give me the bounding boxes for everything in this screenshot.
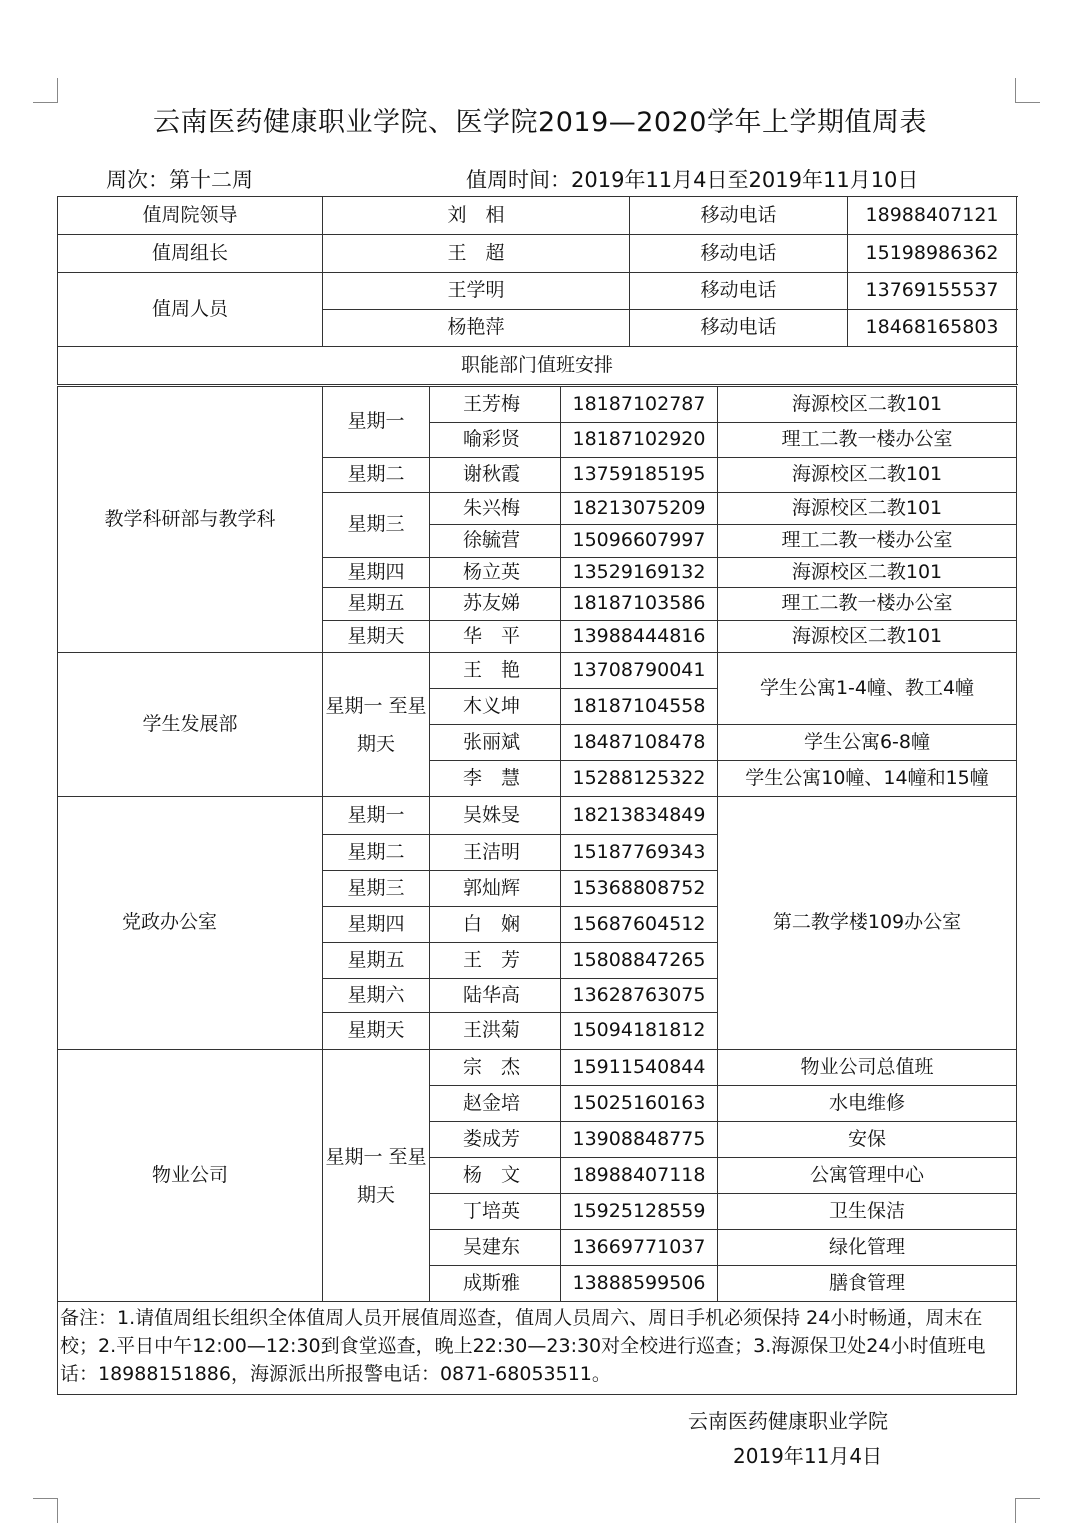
location-cell: 公寓管理中心 [718,1158,1017,1194]
location-cell: 海源校区二教101 [718,621,1017,653]
page-title: 云南医药健康职业学院、医学院2019—2020学年上学期值周表 [153,107,927,138]
day-cell: 星期五 [323,588,430,621]
phone-label-cell: 移动电话 [630,197,848,235]
location-cell: 安保 [718,1122,1017,1158]
location-cell: 海源校区二教101 [718,493,1017,525]
table-row [58,797,1017,835]
location-cell: 绿化管理 [718,1230,1017,1266]
phone-cell: 15368808752 [561,871,718,907]
table-row [58,1050,1017,1086]
name-cell: 刘 相 [323,197,630,235]
phone-label-cell: 移动电话 [630,273,848,310]
location-cell: 理工二教一楼办公室 [718,588,1017,621]
location-cell: 膳食管理 [718,1266,1017,1302]
name-cell: 王洪菊 [430,1013,561,1050]
name-cell: 王洁明 [430,835,561,871]
table-row [58,197,1017,235]
dept-name: 学生发展部 [58,653,323,797]
location-cell: 海源校区二教101 [718,558,1017,588]
day-cell: 星期天 [323,621,430,653]
name-cell: 杨艳萍 [323,310,630,347]
day-range-cell: 星期一 至星期天 [323,653,430,797]
day-cell: 星期一 [323,387,430,458]
phone-cell: 15094181812 [561,1013,718,1050]
phone-cell: 18187102787 [561,387,718,423]
name-cell: 宗 杰 [430,1050,561,1086]
location-cell: 物业公司总值班 [718,1050,1017,1086]
location-cell: 卫生保洁 [718,1194,1017,1230]
table-row [58,235,1017,273]
phone-label-cell: 移动电话 [630,235,848,273]
dept-name: 党政办公室 [58,797,323,1050]
dept-name: 物业公司 [58,1050,323,1302]
location-cell: 学生公寓1-4幢、教工4幢 [718,653,1017,725]
signature-org: 云南医药健康职业学院 [688,1409,888,1433]
name-cell: 王芳梅 [430,387,561,423]
dept-name: 教学科研部与教学科 [58,387,323,653]
phone-cell: 18468165803 [848,310,1017,347]
name-cell: 华 平 [430,621,561,653]
phone-cell: 13769155537 [848,273,1017,310]
day-range-cell: 星期一 至星期天 [323,1050,430,1302]
phone-cell: 18187102920 [561,423,718,458]
name-cell: 成斯雅 [430,1266,561,1302]
location-cell: 理工二教一楼办公室 [718,525,1017,558]
name-cell: 王学明 [323,273,630,310]
name-cell: 娄成芳 [430,1122,561,1158]
name-cell: 杨立英 [430,558,561,588]
section-title: 职能部门值班安排 [58,347,1017,385]
phone-cell: 18187103586 [561,588,718,621]
table-row [58,1302,1017,1395]
location-cell: 学生公寓10幢、14幢和15幢 [718,761,1017,797]
table-row [58,387,1017,423]
corner-mark-bottom-right [1015,1498,1040,1523]
phone-cell: 15808847265 [561,943,718,979]
phone-cell: 18213834849 [561,797,718,835]
table-row [58,347,1017,385]
name-cell: 陆华高 [430,979,561,1013]
name-cell: 徐毓营 [430,525,561,558]
role-cell: 值周组长 [58,235,323,273]
note-text: 备注：1.请值周组长组织全体值周人员开展值周巡查，值周人员周六、周日手机必须保持 24小时畅通，周末在校；2.平日中午12:00—12:30到食堂巡查，晚上22:30—23:30对全校进行巡查；3.海源保卫处24小时值班电话：18988151886，海源派出所报警电话：0871-68053511。 [58,1302,1017,1395]
name-cell: 苏友娣 [430,588,561,621]
duty-table [57,196,1017,385]
phone-cell: 13988444816 [561,621,718,653]
phone-cell: 13908848775 [561,1122,718,1158]
phone-cell: 13888599506 [561,1266,718,1302]
day-cell: 星期一 [323,797,430,835]
phone-cell: 15187769343 [561,835,718,871]
name-cell: 吴姝旻 [430,797,561,835]
duty-period: 值周时间：2019年11月4日至2019年11月10日 [466,168,919,192]
phone-label-cell: 移动电话 [630,310,848,347]
role-cell: 值周人员 [58,273,323,347]
signature-date: 2019年11月4日 [733,1444,883,1468]
location-cell: 理工二教一楼办公室 [718,423,1017,458]
phone-cell: 13529169132 [561,558,718,588]
name-cell: 赵金培 [430,1086,561,1122]
day-cell: 星期二 [323,835,430,871]
phone-cell: 13628763075 [561,979,718,1013]
location-cell: 海源校区二教101 [718,458,1017,493]
name-cell: 张丽斌 [430,725,561,761]
phone-cell: 15288125322 [561,761,718,797]
day-cell: 星期四 [323,907,430,943]
phone-cell: 18213075209 [561,493,718,525]
phone-cell: 15025160163 [561,1086,718,1122]
day-cell: 星期天 [323,1013,430,1050]
day-cell: 星期四 [323,558,430,588]
day-cell: 星期三 [323,493,430,558]
phone-cell: 15911540844 [561,1050,718,1086]
name-cell: 王 超 [323,235,630,273]
name-cell: 丁培英 [430,1194,561,1230]
phone-cell: 15096607997 [561,525,718,558]
day-cell: 星期五 [323,943,430,979]
name-cell: 王 芳 [430,943,561,979]
phone-cell: 13708790041 [561,653,718,689]
name-cell: 李 慧 [430,761,561,797]
day-cell: 星期六 [323,979,430,1013]
day-cell: 星期二 [323,458,430,493]
name-cell: 谢秋霞 [430,458,561,493]
phone-cell: 13669771037 [561,1230,718,1266]
corner-mark-bottom-left [33,1498,58,1523]
phone-cell: 15198986362 [848,235,1017,273]
table-row [58,653,1017,689]
phone-cell: 18988407118 [561,1158,718,1194]
location-cell: 第二教学楼109办公室 [718,797,1017,1050]
phone-cell: 18187104558 [561,689,718,725]
name-cell: 王 艳 [430,653,561,689]
name-cell: 朱兴梅 [430,493,561,525]
table-row [58,273,1017,310]
phone-cell: 15925128559 [561,1194,718,1230]
day-cell: 星期三 [323,871,430,907]
phone-cell: 18988407121 [848,197,1017,235]
location-cell: 海源校区二教101 [718,387,1017,423]
name-cell: 喻彩贤 [430,423,561,458]
location-cell: 水电维修 [718,1086,1017,1122]
phone-cell: 13759185195 [561,458,718,493]
phone-cell: 18487108478 [561,725,718,761]
dept-table [57,386,1017,1395]
name-cell: 白 娴 [430,907,561,943]
name-cell: 杨 文 [430,1158,561,1194]
role-cell: 值周院领导 [58,197,323,235]
location-cell: 学生公寓6-8幢 [718,725,1017,761]
phone-cell: 15687604512 [561,907,718,943]
name-cell: 木义坤 [430,689,561,725]
name-cell: 郭灿辉 [430,871,561,907]
week-label: 周次：第十二周 [106,168,253,192]
name-cell: 吴建东 [430,1230,561,1266]
